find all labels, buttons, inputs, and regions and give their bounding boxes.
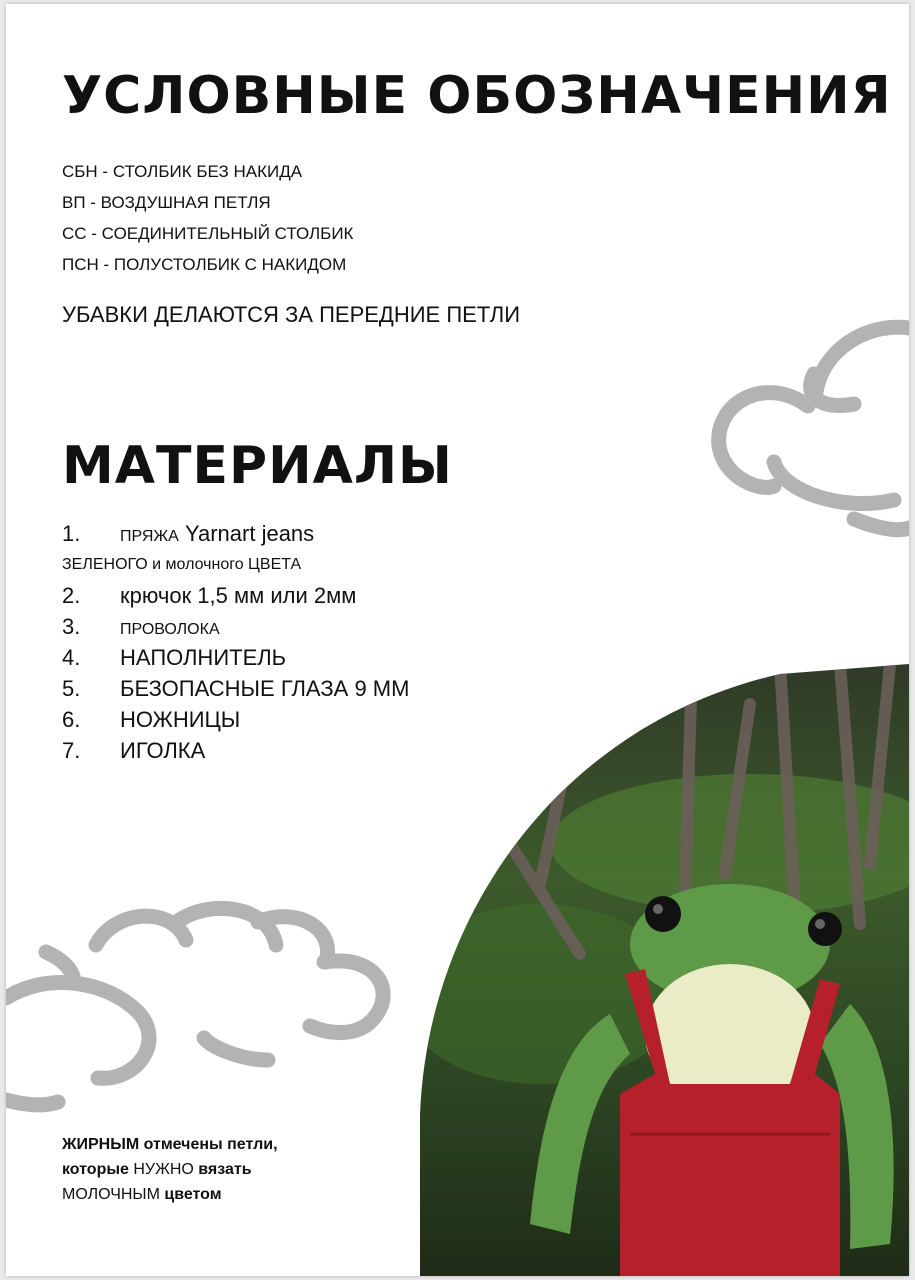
decrease-note: УБАВКИ ДЕЛАЮТСЯ ЗА ПЕРЕДНИЕ ПЕТЛИ (62, 302, 521, 327)
legend-item: СБН - СТОЛБИК БЕЗ НАКИДА (62, 162, 303, 181)
materials-list (62, 518, 409, 766)
material-item: 6. НОЖНИЦЫ (62, 707, 241, 732)
frog-photo (420, 664, 909, 1276)
legend-item: СС - СОЕДИНИТЕЛЬНЫЙ СТОЛБИК (62, 224, 354, 243)
material-item-continuation: ЗЕЛЕНОГО и молочного ЦВЕТА (62, 556, 302, 573)
legend-list (62, 156, 353, 280)
material-item: 5. БЕЗОПАСНЫЕ ГЛАЗА 9 ММ (62, 676, 410, 701)
page (6, 4, 909, 1276)
material-item: 7. ИГОЛКА (62, 738, 206, 763)
bold-stitches-note (62, 1132, 362, 1207)
note-line: ЖИРНЫМ отмечены петли, (62, 1136, 278, 1153)
note-line: которые НУЖНО вязать (62, 1161, 252, 1178)
legend-item: ПСН - ПОЛУСТОЛБИК С НАКИДОМ (62, 255, 347, 274)
cloud-icon (6, 900, 406, 1120)
material-item: 2. крючок 1,5 мм или 2мм (62, 583, 357, 608)
page-title: УСЛОВНЫЕ ОБОЗНАЧЕНИЯ (62, 66, 892, 126)
legend-item: ВП - ВОЗДУШНАЯ ПЕТЛЯ (62, 193, 271, 212)
material-item: 1. ПРЯЖА Yarnart jeans (62, 521, 315, 546)
material-item: 4. НАПОЛНИТЕЛЬ (62, 645, 287, 670)
material-item: 3. ПРОВОЛОКА (62, 614, 220, 639)
cloud-icon (704, 314, 909, 539)
note-line: МОЛОЧНЫМ цветом (62, 1186, 222, 1203)
materials-title: МАТЕРИАЛЫ (62, 436, 453, 496)
